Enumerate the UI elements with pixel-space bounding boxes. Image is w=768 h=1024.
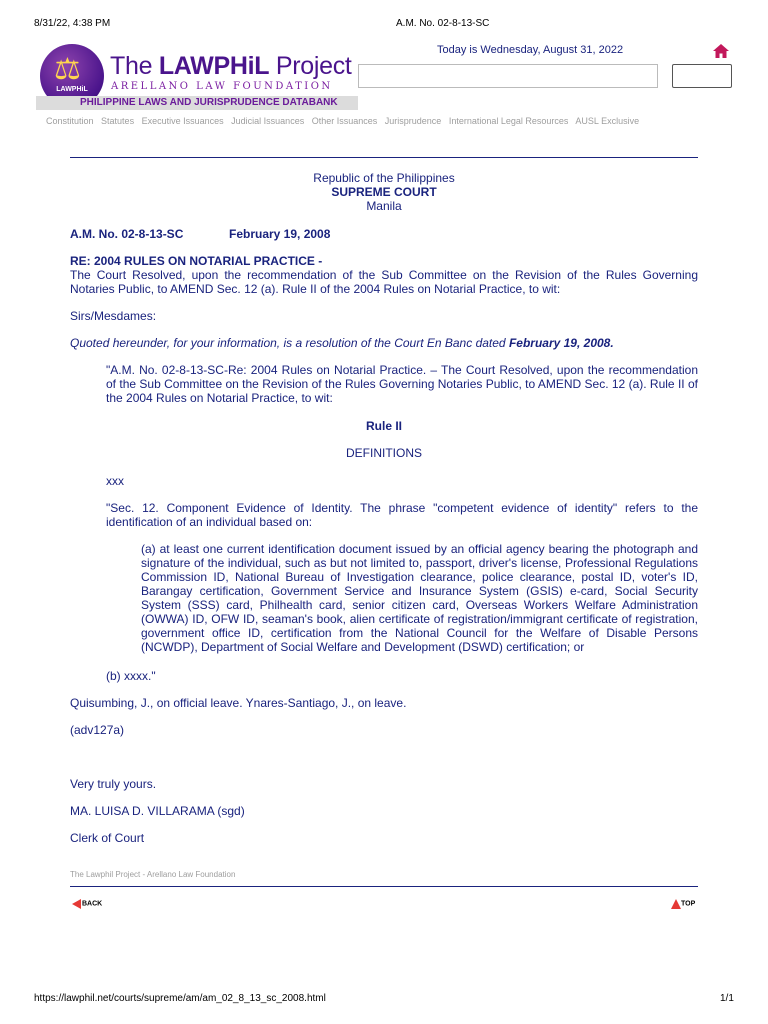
re-title: RE: 2004 RULES ON NOTARIAL PRACTICE - bbox=[70, 254, 323, 268]
leave-note: Quisumbing, J., on official leave. Ynares-Santiago, J., on leave. bbox=[70, 696, 407, 710]
nav-constitution[interactable]: Constitution bbox=[46, 116, 94, 126]
site-subtitle: ARELLANO LAW FOUNDATION bbox=[111, 81, 333, 92]
closing: Very truly yours. bbox=[70, 777, 157, 791]
definitions-heading: DEFINITIONS bbox=[345, 446, 422, 460]
nav-other-issuances[interactable]: Other Issuances bbox=[311, 116, 378, 126]
main-nav bbox=[46, 116, 644, 126]
rule-heading: Rule II bbox=[365, 419, 402, 433]
signatory-title: Clerk of Court bbox=[70, 831, 145, 845]
court-name: SUPREME COURT bbox=[331, 185, 437, 199]
bottom-divider bbox=[70, 886, 698, 887]
court-city: Manila bbox=[366, 199, 402, 213]
print-url: https://lawphil.net/courts/supreme/am/am_02_8_13_sc_2008.html bbox=[34, 993, 326, 1004]
top-divider bbox=[70, 157, 698, 158]
scales-of-justice-icon: ⚖ bbox=[54, 53, 81, 86]
sec12-paragraph: "Sec. 12. Component Evidence of Identity. The phrase "competent evidence of identity" refers to the identification of an individual based on: bbox=[106, 501, 698, 529]
top-link[interactable] bbox=[671, 895, 696, 908]
salutation: Sirs/Mesdames: bbox=[70, 309, 157, 323]
print-datetime: 8/31/22, 4:38 PM bbox=[34, 18, 111, 29]
back-arrow-icon bbox=[72, 899, 82, 909]
xxx-marker: xxx bbox=[106, 474, 124, 488]
nav-jurisprudence[interactable]: Jurisprudence bbox=[384, 116, 442, 126]
nav-executive-issuances[interactable]: Executive Issuances bbox=[141, 116, 224, 126]
search-input[interactable] bbox=[358, 64, 658, 88]
signatory: MA. LUISA D. VILLARAMA (sgd) bbox=[70, 804, 245, 818]
item-a-paragraph: (a) at least one current identification document issued by an official agency bearing the photograph and signature of the individual, such as but not limited to, passport, driver's license, Professional Regulations Commission ID, National Bureau of Investigation clearance, police clearance, postal ID, voter's ID, Barangay certification, Government Service and Insurance System (GSIS) e-card, Social Security System (SSS) card, Philhealth card, senior citizen card, Overseas Workers Welfare Administration (OWWA) ID, OFW ID, seaman's book, alien certificate of registration/immigrant certificate of registration, government office ID, certification from the National Council for the Welfare of Disable Persons (NCWDP), Department of Social Welfare and Development (DSWD) certification; or bbox=[141, 542, 698, 654]
print-page-number: 1/1 bbox=[720, 993, 734, 1004]
site-title[interactable] bbox=[110, 52, 352, 81]
republic-line: Republic of the Philippines bbox=[313, 171, 455, 185]
quoted-date: February 19, 2008. bbox=[508, 336, 614, 350]
print-doc-title: A.M. No. 02-8-13-SC bbox=[396, 18, 490, 29]
nav-judicial-issuances[interactable]: Judicial Issuances bbox=[231, 116, 305, 126]
search-button[interactable] bbox=[672, 64, 732, 88]
site-title-suffix: Project bbox=[269, 52, 352, 80]
item-b: (b) xxxx." bbox=[106, 669, 156, 683]
today-date: Today is Wednesday, August 31, 2022 bbox=[437, 44, 624, 56]
logo-badge-text: LAWPHiL bbox=[56, 86, 88, 93]
footer-credit: The Lawphil Project - Arellano Law Foundation bbox=[70, 870, 236, 879]
decision-date: February 19, 2008 bbox=[229, 227, 331, 241]
quoted-prefix: Quoted hereunder, for your information, is a resolution of the Court En Banc dated bbox=[70, 336, 509, 350]
back-label: BACK bbox=[82, 900, 103, 908]
am-number: A.M. No. 02-8-13-SC bbox=[70, 227, 184, 241]
nav-ausl-exclusive[interactable]: AUSL Exclusive bbox=[575, 116, 640, 126]
top-arrow-icon bbox=[671, 899, 681, 909]
reference-code: (adv127a) bbox=[70, 723, 125, 737]
nav-statutes[interactable]: Statutes bbox=[101, 116, 135, 126]
databank-text: PHILIPPINE LAWS AND JURISPRUDENCE DATABANK bbox=[80, 97, 338, 108]
top-label: TOP bbox=[681, 900, 696, 908]
databank-banner bbox=[36, 96, 358, 110]
site-title-prefix: The bbox=[110, 52, 159, 80]
resolution-paragraph: "A.M. No. 02-8-13-SC-Re: 2004 Rules on Notarial Practice. – The Court Resolved, upon the recommendation of the Sub Committee on the Revision of the Rules Governing Notaries Public, to AMEND Sec. 12 (a). Rule II of the 2004 Rules on Notarial Practice, to wit: bbox=[106, 363, 698, 405]
back-link[interactable] bbox=[72, 895, 103, 908]
intro-paragraph: The Court Resolved, upon the recommendation of the Sub Committee on the Revision of the Rules Governing Notaries Public, to AMEND Sec. 12 (a). Rule II of the 2004 Rules on Notarial Practice, to wit: bbox=[70, 268, 698, 296]
site-title-brand: LAWPHiL bbox=[158, 52, 270, 80]
quoted-line bbox=[70, 336, 698, 350]
home-icon[interactable] bbox=[712, 43, 730, 59]
nav-international-legal-resources[interactable]: International Legal Resources bbox=[448, 116, 569, 126]
